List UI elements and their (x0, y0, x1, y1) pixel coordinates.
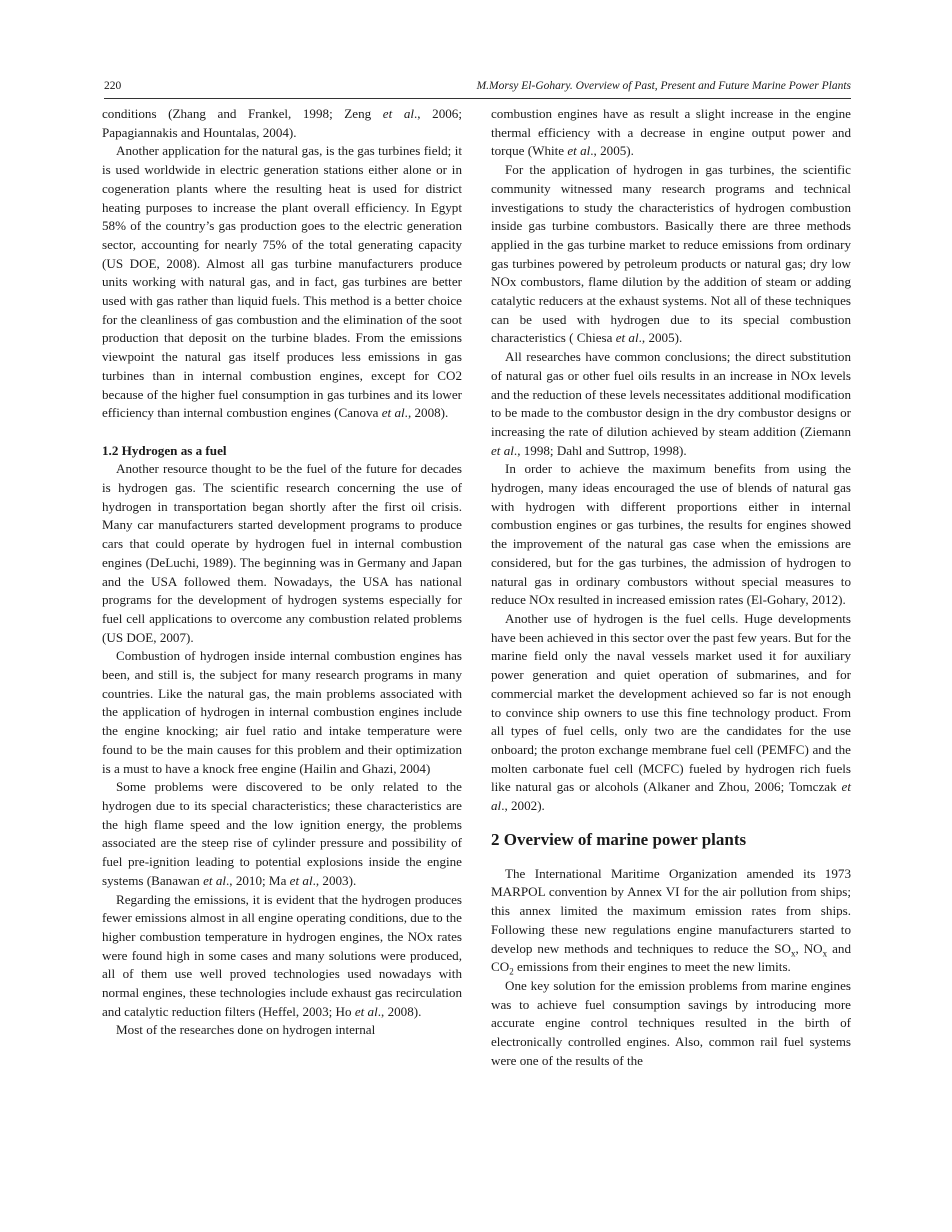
page-number: 220 (104, 80, 122, 92)
running-header (104, 80, 851, 99)
paragraph: Most of the researches done on hydrogen internal (116, 1022, 376, 1038)
paragraph: Regarding the emissions, it is evident that the hydrogen produces fewer emissions almost in all engine operating conditions, due to the higher combustion temperature in hydrogen engines, the NOx rates were found high in some cases and many solutions were produced, all of them use well proved technologies used nowadays with normal engines, these technologies include exhaust gas recirculation and catalytic reduction filters (Heffel, 2003; Ho et al., 2008). (102, 891, 462, 1019)
paragraph: conditions (Zhang and Frankel, 1998; Zeng et al., 2006; Papagiannakis and Hountalas, 2004). (102, 106, 462, 140)
section-heading: 2 Overview of marine power plants (491, 829, 747, 849)
left-column (102, 105, 462, 1040)
paragraph: Another use of hydrogen is the fuel cells. Huge developments have been achieved in this sector over the past few years. But for the marine field only the naval vessels market used it for auxiliary power generation and quiet operation of submarines, and for commercial market the development achieved so far is not enough to convince ship owners to use this fine technology product. From all types of fuel cells, only two are the candidates for the use onboard; the proton exchange membrane fuel cell (PEMFC) and the molten carbonate fuel cell (MCFC) fueled by hydrogen rich fuels like natural gas or alcohols (Alkaner and Zhou, 2006; Tomczak et al., 2002). (491, 610, 851, 814)
paragraph: In order to achieve the maximum benefits from using the hydrogen, many ideas encouraged the use of blends of natural gas with hydrogen with different proportions either in internal combustion engines or gas turbines, the results for engines showed the improvement of the natural gas case when the emissions are considered, but for the gas turbines, the admission of hydrogen to natural gas in ordinary combustors without special measures to reduce NOx resulted in increased emission rates (El-Gohary, 2012). (491, 461, 851, 608)
paragraph: All researches have common conclusions; the direct substitution of natural gas or other fuel oils results in an increase in NOx levels and the reduction of these levels necessitates additional modification to be made to the combustor design in the dry combustor designs or increasing the rate of dilution achieved by steam addition (Ziemann et al., 1998; Dahl and Suttrop, 1998). (491, 349, 851, 458)
paragraph: Another application for the natural gas, is the gas turbines field; it is used worldwide in electric generation stations either alone or in cogeneration plants where the resulting heat is used for district heating purposes to increase the plant overall efficiency. In Egypt 58% of the country’s gas production goes to the electric generation sector, accounting for nearly 75% of the total generating capacity (US DOE, 2008). Almost all gas turbine manufacturers produce units working with natural gas, and in fact, gas turbines are better used with gas rather than liquid fuels. This method is a better choice for the cleanliness of gas combustion and the elimination of the soot production that deposit on the turbine blades. From the emissions viewpoint the natural gas itself produces less emissions in gas turbines than in internal combustion engines, except for CO2 because of the higher fuel consumption in gas turbines and its lower efficiency than internal combustion engines (Canova et al., 2008). (102, 143, 462, 421)
right-column (491, 105, 851, 1070)
subsection-heading: 1.2 Hydrogen as a fuel (102, 442, 227, 458)
paragraph: Another resource thought to be the fuel of the future for decades is hydrogen gas. The scientific research concerning the use of hydrogen in transportation began shortly after the first oil crisis. Many car manufacturers started development programs to produce cars that could operate by hydrogen fuel in internal combustion engines (DeLuchi, 1989). The beginning was in Germany and Japan and the USA followed them. Nowadays, the USA has national programs for the development of hydrogen systems especially for fuel cell applications to overcome any combustion related problems (US DOE, 2007). (102, 461, 462, 645)
paragraph: combustion engines have as result a slight increase in the engine thermal efficiency with a decrease in engine output power and torque (White et al., 2005). (491, 106, 851, 159)
paragraph: Combustion of hydrogen inside internal combustion engines has been, and still is, the subject for many research programs in many countries. Like the natural gas, the main problems associated with the application of hydrogen in internal combustion engines include the engine knocking; air fuel ratio and intake temperature were found to be the main causes for this problem and their optimization is a must to have a knock free engine (Hailin and Ghazi, 2004) (102, 648, 462, 776)
paragraph: For the application of hydrogen in gas turbines, the scientific community witnessed many research programs and technical investigations to study the characteristics of hydrogen combustion inside gas turbine combustors. Basically there are three methods applied in the gas turbine market to reduce emissions from ordinary gas turbines powered by petroleum products or natural gas; dry low NOx combustors, flame dilution by the addition of steam or adding catalytic reducers at the exhaust systems. Not all of these techniques can be used with hydrogen due to its special combustion characteristics ( Chiesa et al., 2005). (491, 162, 851, 346)
paragraph: One key solution for the emission problems from marine engines was to achieve fuel consumption savings by introducing more accurate engine control techniques resulted in the birth of electronically controlled engines. Also, common rail fuel systems were one of the results of the (491, 977, 851, 1068)
paragraph: The International Maritime Organization amended its 1973 MARPOL convention by Annex VI for the air pollution from ships; this annex limited the maximum emission rates from ships. Following these new regulations engine manufacturers started to develop new methods and techniques to reduce the $SO_x$, $NO_x$ and $CO_2$ emissions from their engines to meet the new limits. (491, 865, 851, 977)
paragraph: Some problems were discovered to be only related to the hydrogen due to its special characteristics; these characteristics are the high flame speed and the low ignition energy, the problems associated are the steep rise of cylinder pressure and possibility of fuel pre-ignition leading to potential explosions inside the engine systems (Banawan et al., 2010; Ma et al., 2003). (102, 779, 462, 888)
running-title: M.Morsy El-Gohary. Overview of Past, Present and Future Marine Power Plants (476, 80, 851, 92)
